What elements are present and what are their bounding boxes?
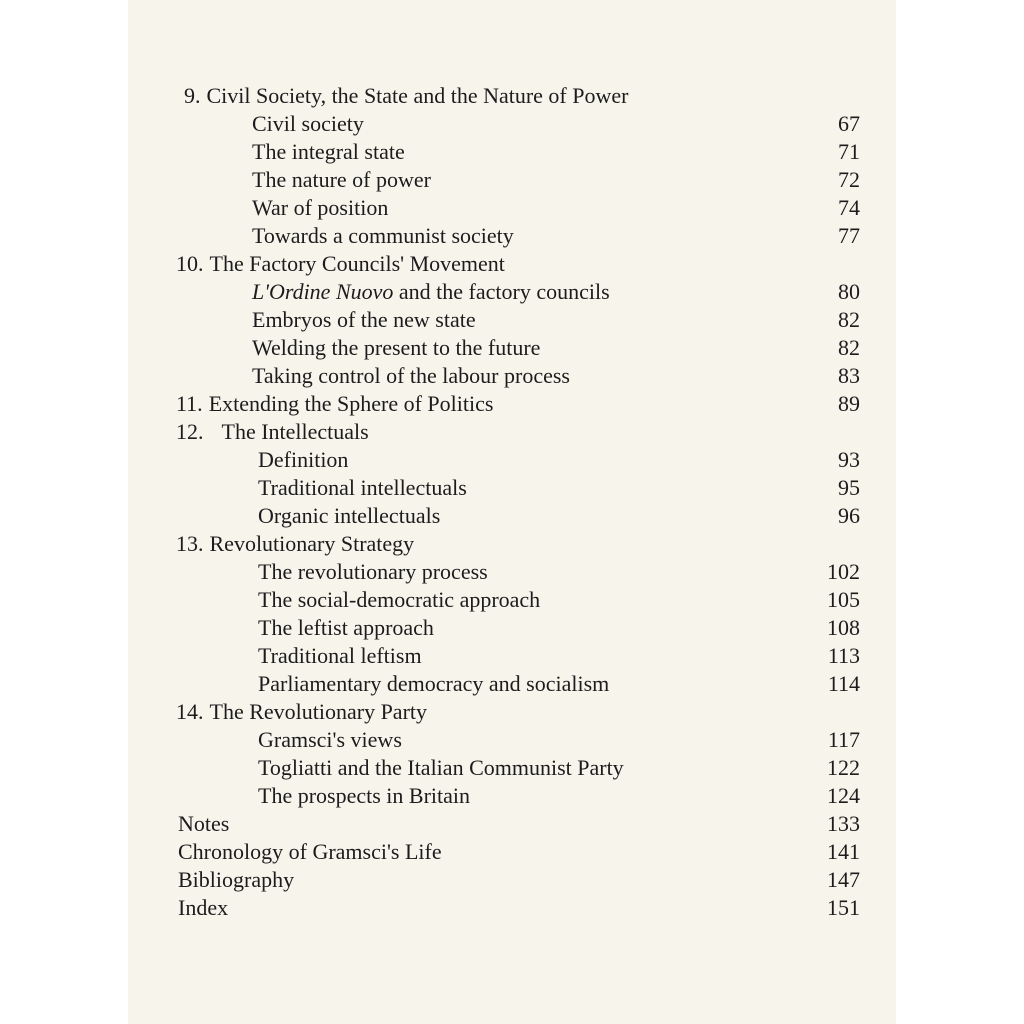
page-number: 114 [827, 671, 860, 696]
toc-entry [128, 446, 896, 474]
toc-entry [128, 894, 896, 922]
section-title: The leftist approach [258, 615, 434, 640]
section-title: Traditional intellectuals [258, 475, 467, 500]
section-title: Traditional leftism [258, 643, 422, 668]
page-number: 89 [838, 391, 860, 416]
page-number: 133 [827, 811, 860, 836]
chapter-heading [128, 82, 896, 110]
section-title: The nature of power [252, 167, 431, 192]
page-number: 95 [838, 475, 860, 500]
chapter-title: Civil Society, the State and the Nature of Power [206, 83, 629, 108]
toc-entry [128, 614, 896, 642]
section-title: Embryos of the new state [252, 307, 476, 332]
toc-entry [128, 222, 896, 250]
chapter-number: 13. [176, 531, 204, 556]
toc-entry [128, 866, 896, 894]
chapter-title: The Intellectuals [221, 419, 369, 444]
toc-entry [128, 782, 896, 810]
toc-entry [128, 194, 896, 222]
section-title: Towards a communist society [252, 223, 514, 248]
section-title: Definition [258, 447, 349, 472]
page-number: 93 [838, 447, 860, 472]
toc-entry [128, 670, 896, 698]
section-title: War of position [252, 195, 389, 220]
back-matter-title: Notes [178, 811, 230, 836]
section-title: The social-democratic approach [258, 587, 541, 612]
page-number: 141 [827, 839, 860, 864]
back-matter-title: Index [178, 895, 229, 920]
table-of-contents [128, 82, 896, 922]
section-title: The revolutionary process [258, 559, 488, 584]
section-title: Organic intellectuals [258, 503, 441, 528]
chapter-heading [128, 418, 896, 446]
page-number: 124 [827, 783, 860, 808]
toc-entry [128, 474, 896, 502]
page-number: 96 [838, 503, 860, 528]
page-number: 71 [838, 139, 860, 164]
chapter-heading [128, 530, 896, 558]
page-number: 83 [838, 363, 860, 388]
toc-entry [128, 362, 896, 390]
page-number: 113 [827, 643, 860, 668]
toc-entry [128, 586, 896, 614]
toc-entry [128, 810, 896, 838]
page-number: 102 [827, 559, 860, 584]
chapter-heading [128, 250, 896, 278]
section-title: and the factory councils [393, 279, 610, 304]
chapter-title: The Revolutionary Party [209, 699, 428, 724]
toc-entry [128, 166, 896, 194]
section-title: The prospects in Britain [258, 783, 471, 808]
section-title: Welding the present to the future [252, 335, 541, 360]
section-title: Parliamentary democracy and socialism [258, 671, 610, 696]
chapter-heading [128, 698, 896, 726]
toc-entry [128, 138, 896, 166]
chapter-number: 12. [176, 419, 204, 444]
page-number: 67 [838, 111, 860, 136]
back-matter-title: Bibliography [178, 867, 295, 892]
toc-entry [128, 642, 896, 670]
section-title: Gramsci's views [258, 727, 402, 752]
toc-entry [128, 502, 896, 530]
page-number: 151 [827, 895, 860, 920]
back-matter-title: Chronology of Gramsci's Life [178, 839, 442, 864]
page-number: 108 [827, 615, 860, 640]
chapter-title: Revolutionary Strategy [209, 531, 415, 556]
page-number: 72 [838, 167, 860, 192]
page-number: 82 [838, 335, 860, 360]
toc-entry [128, 726, 896, 754]
book-page [128, 0, 896, 1024]
page-number: 80 [838, 279, 860, 304]
chapter-heading [128, 390, 896, 418]
page-number: 117 [827, 727, 860, 752]
page-number: 77 [838, 223, 860, 248]
page-number: 105 [827, 587, 860, 612]
page-number: 74 [838, 195, 860, 220]
toc-entry [128, 278, 896, 306]
chapter-number: 11. [176, 391, 203, 416]
chapter-title: The Factory Councils' Movement [209, 251, 505, 276]
chapter-number: 10. [176, 251, 204, 276]
section-title-italic: L'Ordine Nuovo [252, 279, 394, 304]
section-title: The integral state [252, 139, 405, 164]
toc-entry [128, 110, 896, 138]
chapter-number: 9. [184, 83, 201, 108]
toc-entry [128, 558, 896, 586]
section-title: Taking control of the labour process [252, 363, 570, 388]
toc-entry [128, 334, 896, 362]
toc-entry [128, 754, 896, 782]
chapter-title: Extending the Sphere of Politics [208, 391, 494, 416]
section-title: Togliatti and the Italian Communist Party [258, 755, 624, 780]
section-title: Civil society [252, 111, 364, 136]
chapter-number: 14. [176, 699, 204, 724]
toc-entry [128, 306, 896, 334]
page-number: 82 [838, 307, 860, 332]
page-number: 122 [827, 755, 860, 780]
toc-entry [128, 838, 896, 866]
page-number: 147 [827, 867, 860, 892]
